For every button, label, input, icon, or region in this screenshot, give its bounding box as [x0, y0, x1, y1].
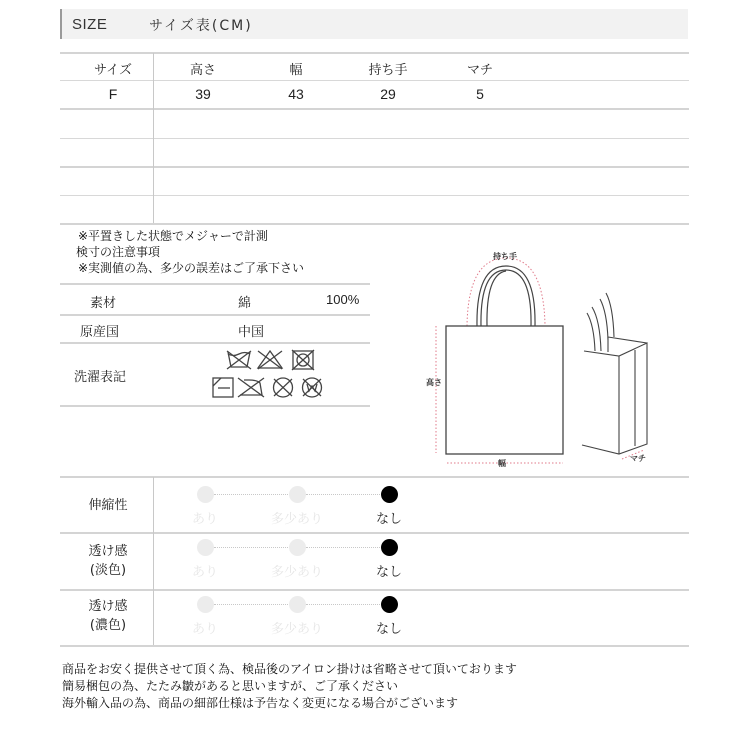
option-label-selected: なし — [375, 512, 402, 527]
option-label: 多少あり — [270, 565, 323, 580]
row-divider — [60, 532, 689, 534]
note-line: 検寸の注意事項 — [76, 245, 161, 259]
rating-dot-selected — [381, 596, 398, 613]
row-divider — [60, 342, 370, 344]
origin-value: 中国 — [238, 325, 265, 340]
cell-height: 39 — [195, 86, 211, 102]
option-label-selected: なし — [375, 565, 402, 580]
rating-dot-selected — [381, 486, 398, 503]
row-divider — [60, 166, 689, 168]
row-divider — [60, 589, 689, 591]
row-divider — [60, 405, 370, 407]
header-title: SIZE — [72, 16, 108, 33]
row-divider — [60, 223, 689, 225]
no-wash-icon — [227, 351, 251, 369]
row-divider — [60, 80, 689, 81]
footer-line: 簡易梱包の為、たたみ皺があると思いますが、ご了承ください — [62, 679, 399, 693]
row-divider — [60, 314, 370, 316]
footer-line: 海外輸入品の為、商品の細部仕様は予告なく変更になる場合がございます — [62, 696, 459, 710]
rating-dot-option-1 — [197, 486, 214, 503]
width-label: 幅 — [498, 459, 506, 468]
option-label-selected: なし — [375, 622, 402, 637]
row-divider — [60, 476, 689, 478]
care-symbols-row-1 — [225, 348, 325, 372]
rating-label — [62, 542, 154, 580]
gusset-label: マチ — [630, 454, 646, 463]
row-divider — [60, 283, 370, 285]
option-label: あり — [191, 512, 218, 527]
footer-line: 商品をお安く提供させて頂く為、検品後のアイロン掛けは省略させて頂いております — [62, 662, 517, 676]
rating-dot-option-2 — [289, 486, 306, 503]
no-wet-clean-icon — [303, 378, 322, 397]
rating-dot-selected — [381, 539, 398, 556]
col-header-width: 幅 — [289, 63, 303, 78]
row-divider — [60, 108, 689, 110]
material-value: 綿 — [238, 296, 252, 311]
cell-gusset: 5 — [476, 86, 484, 102]
section-header — [60, 9, 688, 39]
tote-bag-illustration — [410, 240, 690, 470]
rating-dot-option-2 — [289, 539, 306, 556]
no-iron-icon — [238, 378, 264, 397]
option-label: あり — [191, 622, 218, 637]
flat-dry-icon — [213, 378, 233, 397]
row-divider — [60, 645, 689, 647]
note-line: ※実測値の為、多少の誤差はご了承下さい — [78, 261, 305, 275]
rating-label — [62, 597, 154, 635]
no-tumble-dry-icon — [292, 350, 314, 370]
col-header-gusset: マチ — [466, 63, 493, 78]
material-label: 素材 — [90, 296, 117, 311]
care-label: 洗濯表記 — [74, 370, 127, 385]
cell-handle: 29 — [380, 86, 396, 102]
row-divider — [60, 195, 689, 196]
rating-label-line2: (淡色) — [89, 563, 127, 578]
note-line: ※平置きした状態でメジャーで計測 — [78, 229, 268, 243]
material-percent: 100% — [326, 292, 360, 307]
option-label: 多少あり — [270, 622, 323, 637]
rating-label-line1: 透け感 — [88, 544, 128, 559]
row-divider — [60, 138, 689, 139]
scale-line — [214, 494, 288, 495]
rating-label-line1: 透け感 — [88, 599, 128, 614]
scale-line — [306, 547, 380, 548]
rating-dot-option-1 — [197, 596, 214, 613]
scale-line — [214, 547, 288, 548]
option-label: あり — [191, 565, 218, 580]
no-dry-clean-icon — [274, 378, 293, 397]
scale-line — [214, 604, 288, 605]
column-divider — [153, 53, 154, 223]
cell-width: 43 — [288, 86, 304, 102]
origin-label: 原産国 — [80, 325, 120, 340]
header-subtitle: サイズ表(CM) — [149, 18, 253, 34]
option-label: 多少あり — [270, 512, 323, 527]
table-top-border — [60, 52, 689, 54]
scale-line — [306, 494, 380, 495]
col-header-handle: 持ち手 — [368, 63, 408, 78]
rating-label — [62, 496, 154, 515]
scale-line — [306, 604, 380, 605]
handle-label: 持ち手 — [493, 252, 517, 261]
bag-diagram — [410, 240, 690, 470]
col-header-size: サイズ — [94, 63, 132, 78]
rating-dot-option-2 — [289, 596, 306, 613]
height-label: 高さ — [426, 378, 442, 387]
col-header-height: 高さ — [189, 63, 216, 78]
no-bleach-icon — [258, 351, 282, 369]
care-symbols-row-2 — [211, 375, 336, 400]
cell-size: F — [108, 86, 118, 102]
rating-label-line1: 伸縮性 — [88, 498, 128, 513]
rating-dot-option-1 — [197, 539, 214, 556]
rating-label-line2: (濃色) — [89, 618, 127, 633]
